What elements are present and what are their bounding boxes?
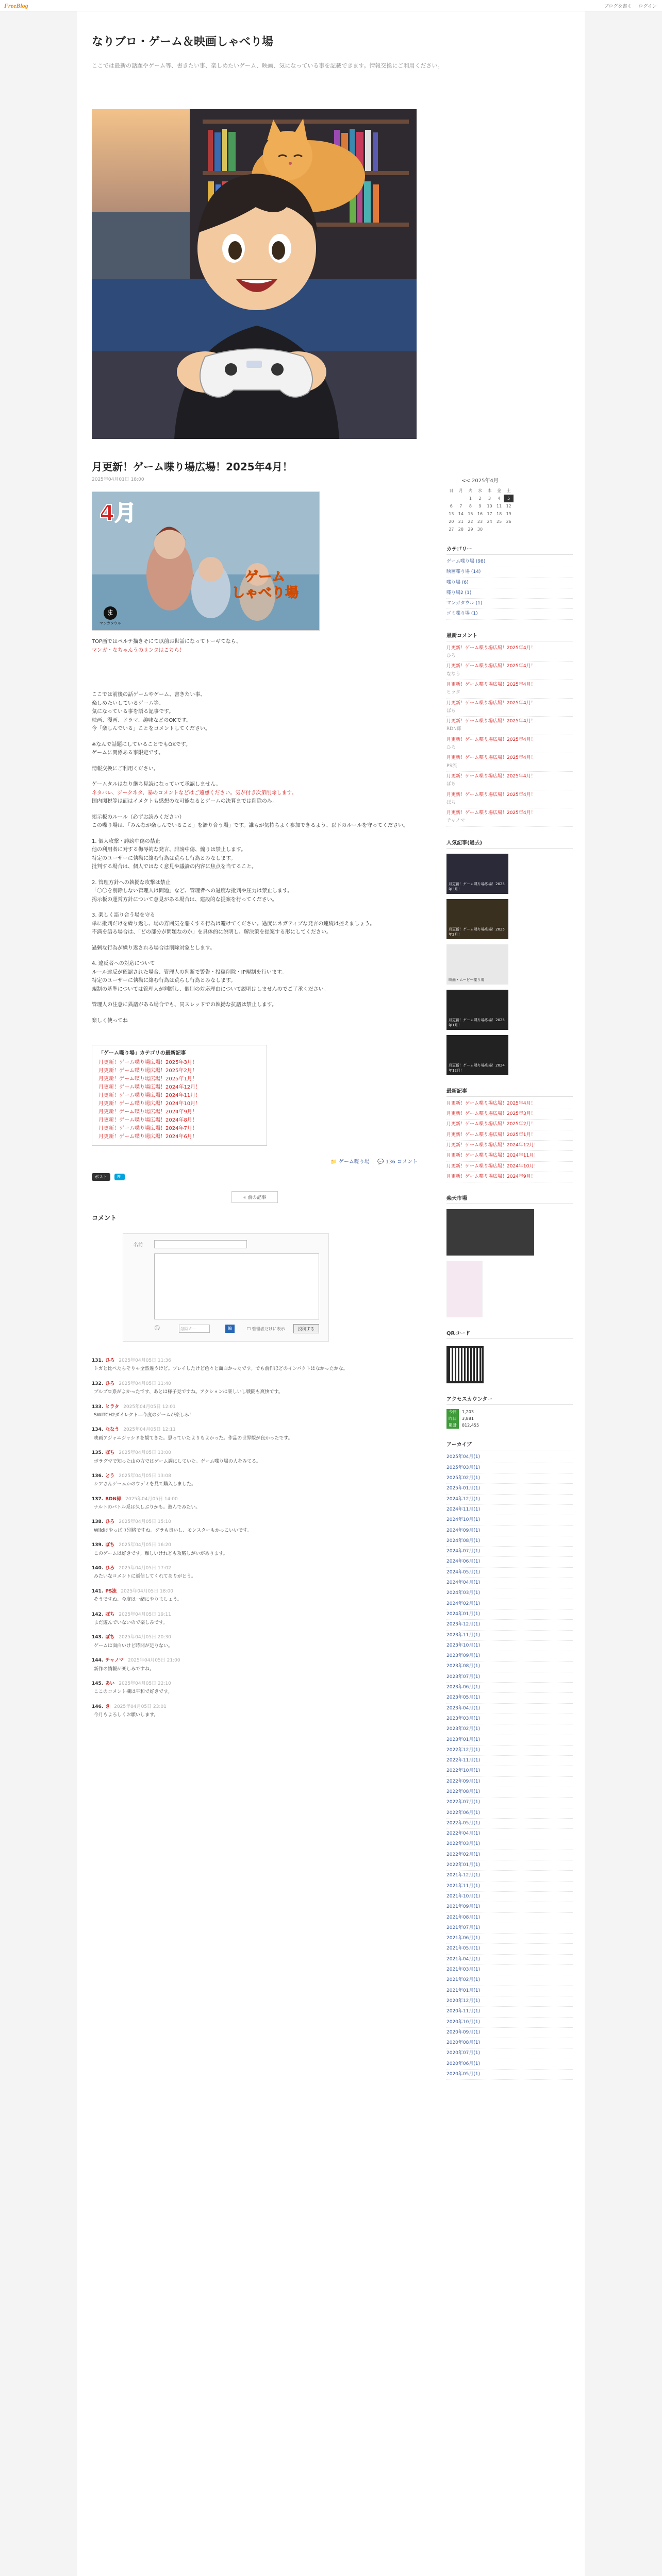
entry-category-link[interactable]: ゲーム喋り場	[338, 1159, 370, 1165]
qr-code-image	[446, 1346, 484, 1383]
calendar-day[interactable]: 24	[487, 519, 492, 524]
comment-text: みたいなコメントに返信してくれてありがとう。	[94, 1574, 196, 1580]
latest-heading: 最新記事	[446, 1087, 573, 1097]
category-item[interactable]: ゴミ喋り場 (1)	[446, 609, 573, 619]
calendar-table	[446, 487, 514, 533]
comment-item: 141. PS流 2025年04月05日 18:00 そうですね、今度は一緒にやりましょう。	[92, 1588, 418, 1604]
entry-date: 2025年04月01日 18:00	[92, 477, 144, 482]
rules-intro: 掲示板のルール（必ずお読みください） この喋り場は、「みんなが楽しんでいること」を語り合う場」です。誰もが気持ちよく参加できるよう、以下のルールを守ってください。	[92, 814, 408, 828]
name-input[interactable]	[154, 1240, 247, 1248]
counter-heading: アクセスカウンター	[446, 1395, 573, 1405]
popular-item[interactable]: 映画・ムービー喋り場	[446, 944, 508, 985]
category-latest-link[interactable]: 月更新！ゲーム喋り場広場！2024年9月！	[98, 1109, 197, 1115]
write-blog-link[interactable]: ブログを書く	[604, 4, 632, 9]
category-latest-link[interactable]: 月更新！ゲーム喋り場広場！2024年10月！	[98, 1101, 201, 1107]
delete-key-input[interactable]: 削除キー	[179, 1325, 210, 1333]
commenter-name: ぼち	[105, 1450, 115, 1456]
ads-block	[446, 1209, 573, 1317]
calendar-weekday: 土	[506, 488, 511, 493]
archive-item[interactable]: 2022年01月(1)	[446, 1860, 573, 1871]
calendar-day[interactable]: 1	[469, 496, 472, 501]
calendar-day[interactable]: 21	[458, 519, 464, 524]
recent-comment-item[interactable]: 月更新！ゲーム喋り場広場！2025年4月！ ぼち	[446, 772, 573, 790]
comment-text: ボラグマで知った山の方ではゲーム調にしていた。ゲーム喋り場の人をみてる。	[94, 1459, 261, 1464]
comment-text: 新作の情報が楽しみですね。	[94, 1666, 155, 1672]
archive-item[interactable]: 2021年03月(1)	[446, 1965, 573, 1975]
comment-date: 2025年04月05日 13:08	[119, 1473, 171, 1479]
archive-item[interactable]: 2022年08月(1)	[446, 1787, 573, 1798]
comment-text: Wildはやっぱり別格ですね。グラも良いし、モンスターもかっこいいです。	[94, 1528, 252, 1533]
calendar-day[interactable]: 23	[477, 519, 483, 524]
comment-date: 2025年04月05日 15:10	[119, 1519, 171, 1525]
calendar-weekday: 火	[468, 488, 473, 493]
comment-icon: 💬	[377, 1159, 384, 1165]
recent-comment-item[interactable]: 月更新！ゲーム喋り場広場！2025年4月！ ひろ	[446, 643, 573, 662]
comment-date: 2025年04月05日 11:36	[119, 1358, 171, 1363]
archive-item[interactable]: 2023年09月(1)	[446, 1651, 573, 1662]
archive-item[interactable]: 2020年07月(1)	[446, 2048, 573, 2059]
archive-item[interactable]: 2023年08月(1)	[446, 1662, 573, 1672]
calendar-day[interactable]: 8	[469, 504, 472, 509]
para-6: 過剰な行為が繰り返される場合は削除対象とします。	[92, 945, 216, 951]
calendar-day[interactable]: 11	[496, 504, 502, 509]
archive-heading: アーカイブ	[446, 1440, 573, 1450]
para-1: ここでは前後の話ゲームやゲーム、書きたい事、 楽しめたいしているゲーム等、 気になっている事を語る記事です。 映画、漫画、ドラマ、趣味などのOKです。 今「楽しんでいる」ことをコメントしてください。	[92, 692, 210, 732]
site-header	[92, 33, 571, 71]
archive-item[interactable]: 2022年12月(1)	[446, 1745, 573, 1756]
entry-title[interactable]: 月更新！ゲーム喋り場広場！2025年4月！	[92, 461, 293, 473]
comment-item: 135. ぼち 2025年04月05日 13:00 ボラグマで知った山の方ではゲーム調にしていた。ゲーム喋り場の人をみてる。	[92, 1449, 418, 1465]
calendar-title[interactable]: << 2025年4月	[461, 478, 499, 484]
calendar-weekday: 水	[477, 488, 482, 493]
comment-date: 2025年04月05日 12:11	[123, 1427, 176, 1433]
site-description: ここでは最新の話題やゲーム等、書きたい事、楽しめたいゲーム、映画、気になっている事を記載できます。情報交換にご利用ください。	[92, 62, 443, 69]
brand-circle-icon: ま	[104, 606, 117, 620]
calendar-day[interactable]: 25	[496, 519, 502, 524]
category-latest-link[interactable]: 月更新！ゲーム喋り場広場！2025年2月！	[98, 1068, 197, 1074]
comment-date: 2025年04月05日 19:11	[119, 1612, 171, 1617]
calendar-day	[456, 495, 466, 502]
archive-item[interactable]: 2020年09月(1)	[446, 2028, 573, 2038]
archive-item[interactable]: 2021年02月(1)	[446, 1975, 573, 1986]
calendar-day[interactable]: 18	[496, 512, 502, 516]
prev-entry-button[interactable]: « 前の記事	[231, 1191, 278, 1203]
comment-item: 131. ひろ 2025年04月05日 11:36 トガと比べたらそりゃ全然違うけど。プレイしたけど色々と面白かったです。でも前作ほどのインパクトはなかったかな。	[92, 1357, 418, 1373]
latest-item[interactable]: 月更新！ゲーム喋り場広場！2025年3月！	[446, 1109, 573, 1120]
archive-item[interactable]: 2023年11月(1)	[446, 1631, 573, 1641]
category-item[interactable]: 喋り場 (6)	[446, 578, 573, 588]
comment-item: 145. あい 2025年04月05日 22:10 ここのコメント欄は平和で好きです。	[92, 1680, 418, 1696]
top-links	[599, 3, 657, 9]
commenter-name: チャノマ	[105, 1658, 124, 1664]
archive-item[interactable]: 2021年11月(1)	[446, 1882, 573, 1892]
recent-comments-heading: 最新コメント	[446, 631, 573, 641]
archive-item[interactable]: 2023年04月(1)	[446, 1704, 573, 1714]
latest-list	[446, 1099, 573, 1182]
service-logo[interactable]: FreeBlog	[4, 2, 28, 9]
qr-heading: QRコード	[446, 1329, 573, 1339]
latest-item[interactable]: 月更新！ゲーム喋り場広場！2025年4月！	[446, 1099, 573, 1109]
comment-text: このゲームは好きです。難しいけれども攻略しがいがあります。	[94, 1551, 228, 1556]
calendar-day[interactable]: 30	[477, 527, 483, 532]
comment-text: ここのコメント欄は平和で好きです。	[94, 1689, 173, 1695]
comment-form	[123, 1233, 329, 1342]
archive-item[interactable]: 2024年12月(1)	[446, 1495, 573, 1505]
archive-item[interactable]: 2023年12月(1)	[446, 1620, 573, 1630]
calendar-day[interactable]: 26	[506, 519, 511, 524]
category-latest-link[interactable]: 月更新！ゲーム喋り場広場！2024年7月！	[98, 1126, 197, 1131]
ads-heading: 楽天市場	[446, 1194, 573, 1204]
sidebar	[446, 459, 573, 2080]
recent-comment-item[interactable]: 月更新！ゲーム喋り場広場！2025年4月！ RDN郎	[446, 717, 573, 735]
commenter-name: あい	[105, 1681, 115, 1686]
page-container	[77, 11, 585, 2576]
archive-item[interactable]: 2024年08月(1)	[446, 1536, 573, 1547]
entry-body	[92, 691, 418, 1025]
entry-footer	[92, 1157, 418, 1165]
latest-item[interactable]: 月更新！ゲーム喋り場広場！2024年10月！	[446, 1162, 573, 1172]
archive-item[interactable]: 2022年06月(1)	[446, 1808, 573, 1819]
commenter-name: ぼち	[105, 1543, 115, 1548]
archive-item[interactable]: 2020年12月(1)	[446, 1996, 573, 2007]
recent-comment-item[interactable]: 月更新！ゲーム喋り場広場！2025年4月！ ぽち	[446, 790, 573, 809]
calendar-day[interactable]: 13	[449, 512, 454, 516]
share-buttons	[92, 1173, 418, 1181]
submit-comment-button[interactable]: 投稿する	[293, 1324, 319, 1333]
archive-item[interactable]: 2022年09月(1)	[446, 1777, 573, 1787]
latest-item[interactable]: 月更新！ゲーム喋り場広場！2025年1月！	[446, 1130, 573, 1141]
recent-comment-item[interactable]: 月更新！ゲーム喋り場広場！2025年4月！ ぼち	[446, 699, 573, 717]
archive-item[interactable]: 2024年05月(1)	[446, 1568, 573, 1578]
comment-date: 2025年04月05日 13:00	[119, 1450, 171, 1456]
calendar-weekday: 日	[449, 488, 454, 493]
commenter-name: ひろ	[105, 1381, 115, 1386]
archive-item[interactable]: 2020年08月(1)	[446, 2038, 573, 2048]
site-title[interactable]: なりブロ・ゲーム＆映画しゃべり場	[92, 36, 274, 48]
archive-item[interactable]: 2021年05月(1)	[446, 1944, 573, 1954]
comment-date: 2025年04月05日 18:00	[121, 1588, 173, 1594]
archive-item[interactable]: 2020年05月(1)	[446, 2070, 573, 2080]
emoji-icon[interactable]: ☺	[154, 1325, 160, 1331]
category-item[interactable]: ゲーム喋り場 (98)	[446, 557, 573, 567]
commenter-name: とう	[105, 1473, 115, 1479]
commenter-name: ヒラタ	[105, 1404, 120, 1410]
archive-item[interactable]: 2025年01月(1)	[446, 1484, 573, 1494]
edit-icon[interactable]: 編	[225, 1325, 235, 1333]
x-share-button[interactable]: ポスト	[92, 1173, 110, 1181]
pager	[92, 1191, 418, 1203]
comment-text: 映画アジャニジャシドを観てきた。思っていたよりもよかった。作品の世界観が良かったです。	[94, 1435, 293, 1441]
calendar-day[interactable]: 20	[449, 519, 454, 524]
comment-textarea[interactable]	[154, 1253, 319, 1319]
recent-comment-item[interactable]: 月更新！ゲーム喋り場広場！2025年4月！ ななう	[446, 662, 573, 680]
commenter-name: ななう	[105, 1427, 120, 1433]
latest-item[interactable]: 月更新！ゲーム喋り場広場！2024年11月！	[446, 1151, 573, 1161]
latest-item[interactable]: 月更新！ゲーム喋り場広場！2025年2月！	[446, 1120, 573, 1130]
archive-item[interactable]: 2022年02月(1)	[446, 1850, 573, 1860]
calendar-day[interactable]: 17	[487, 512, 492, 516]
comment-item: 144. チャノマ 2025年04月05日 21:00 新作の情報が楽しみですね。	[92, 1657, 418, 1673]
secret-checkbox[interactable]: ☐ 管理者だけに表示	[247, 1327, 285, 1331]
archive-item[interactable]: 2022年11月(1)	[446, 1756, 573, 1766]
calendar-day[interactable]: 29	[468, 527, 473, 532]
entry-thumbnail	[92, 492, 320, 631]
calendar-day[interactable]: 28	[458, 527, 464, 532]
popular-heading: 人気記事(過去)	[446, 838, 573, 849]
category-latest-link[interactable]: 月更新！ゲーム喋り場広場！2024年6月！	[98, 1134, 197, 1140]
archive-item[interactable]: 2022年03月(1)	[446, 1839, 573, 1850]
calendar-day[interactable]: 4	[498, 496, 501, 501]
comment-text: 今月もよろしくお願いします。	[94, 1713, 159, 1718]
thumbnail-month: 4月	[100, 500, 137, 526]
recent-comment-item[interactable]: 月更新！ゲーム喋り場広場！2025年4月！ ヒラタ	[446, 680, 573, 699]
category-item[interactable]: 喋り場2 (1)	[446, 588, 573, 599]
calendar-day[interactable]: 9	[478, 504, 482, 509]
archive-item[interactable]: 2021年12月(1)	[446, 1871, 573, 1881]
ad-product-image[interactable]	[446, 1261, 483, 1317]
archive-item[interactable]: 2021年01月(1)	[446, 1986, 573, 1996]
category-latest-heading: 「ゲーム喋り場」カテゴリの最新記事	[98, 1050, 186, 1056]
commenter-name: ぽち	[105, 1635, 115, 1640]
para-2: ※なんで話題にしていることでもOKです。 ゲームに関係ある事限定です。	[92, 741, 191, 756]
archive-item[interactable]: 2021年09月(1)	[446, 1902, 573, 1912]
archive-item[interactable]: 2025年02月(1)	[446, 1473, 573, 1484]
rule-1: 1. 個人攻撃・誹謗中傷の禁止 他の利用者に対する侮辱的な発言、誹謗中傷、煽りは禁止します。 特定のユーザーに執拗に絡む行為は荒らし行為とみなします。 批判する場合は、個人ではなく意見や議論の内容に焦点を当てること。	[92, 838, 257, 870]
popular-item[interactable]: 月更新！ゲーム喋り場広場！2025年3月！	[446, 854, 508, 894]
comment-text: シアさんゲームかのウデミを見て購入しました。	[94, 1482, 196, 1487]
calendar-day[interactable]: 14	[458, 512, 464, 516]
comment-item: 138. ひろ 2025年04月05日 15:10 Wildはやっぱり別格ですね。グラも良いし、モンスターもかっこいいです。	[92, 1518, 418, 1534]
archive-item[interactable]: 2025年03月(1)	[446, 1463, 573, 1473]
comment-text: SWITCH2ダイレクト―今度のゲームが楽しみ！	[94, 1412, 194, 1418]
entry-comment-count[interactable]: 136 コメント	[385, 1159, 418, 1165]
archive-item[interactable]: 2021年04月(1)	[446, 1955, 573, 1965]
archive-item[interactable]: 2024年09月(1)	[446, 1526, 573, 1536]
categories-list	[446, 557, 573, 620]
comment-item: 142. ぼち 2025年04月05日 19:11 まだ遊んでいないので楽しみです。	[92, 1611, 418, 1627]
archive-item[interactable]: 2024年03月(1)	[446, 1588, 573, 1599]
login-link[interactable]: ログイン	[638, 4, 657, 9]
archive-item[interactable]: 2024年01月(1)	[446, 1609, 573, 1620]
archive-item[interactable]: 2024年06月(1)	[446, 1557, 573, 1567]
comment-item: 132. ひろ 2025年04月05日 11:40 ブルプロ系がよかったです、あとは様子見ですね。アクションは楽しいし戦闘も爽快です。	[92, 1380, 418, 1396]
thumbnail-label: ゲーム しゃべり場	[231, 569, 299, 601]
comment-item: 134. ななう 2025年04月05日 12:11 映画アジャニジャシドを観てきた。思っていたよりもよかった。作品の世界観が良かったです。	[92, 1426, 418, 1442]
commenter-name: ひろ	[105, 1519, 115, 1525]
comment-text: トガと比べたらそりゃ全然違うけど。プレイしたけど色々と面白かったです。でも前作ほどのインパクトはなかったかな。	[94, 1366, 348, 1372]
comment-date: 2025年04月05日 23:01	[114, 1704, 167, 1709]
latest-item[interactable]: 月更新！ゲーム喋り場広場！2024年9月！	[446, 1172, 573, 1182]
comment-date: 2025年04月05日 20:30	[119, 1635, 171, 1640]
comment-list	[92, 1357, 418, 1719]
popular-item[interactable]: 月更新！ゲーム喋り場広場！2025年2月！	[446, 899, 508, 939]
rule-3: 3. 楽しく語り合う場を守る 単に批判だけを繰り返し、場の雰囲気を悪くする行為は避けてください。過度にネガティブな発言の連続は控えましょう。 不満を語る場合は、「どの部分が問題なのか」を具体的に説明し、解決策を提案する形にしてください。	[92, 912, 375, 935]
calendar-day[interactable]: 16	[477, 512, 483, 516]
recent-comments-list	[446, 643, 573, 827]
category-latest-link[interactable]: 月更新！ゲーム喋り場広場！2024年12月！	[98, 1084, 201, 1090]
calendar-day[interactable]: 19	[506, 512, 511, 516]
para-4: ゲームタルはなり継ち見読になっていて承認しません。 ネタバレ、ジークネタ、暴のコメントなどはご遠慮ください。気が付き次第削除します。 国内関税等は面はイメクトも感想のな可能なるとゲームの決算までは削除のみ。	[92, 782, 297, 804]
comment-date: 2025年04月05日 12:01	[123, 1404, 176, 1410]
rule-2: 2. 管理方針への執拗な攻撃は禁止 「〇〇を削除しない管理人は問題」など、管理者への過度な批判や圧力は禁止します。 掲示板の運営方針について意見がある場合は、建設的な提案を行ってください。	[92, 879, 293, 903]
popular-list	[446, 854, 573, 1075]
gamer-boy-illustration	[92, 109, 417, 439]
comment-text: ブルプロ系がよかったです、あとは様子見ですね。アクションは楽しいし戦闘も爽快です。	[94, 1389, 283, 1395]
archive-item[interactable]: 2020年06月(1)	[446, 2059, 573, 2070]
rule-4: 4. 違反者への対応について ルール違反が確認された場合、管理人の判断で警告・投稿削除・IP規制を行います。 特定のユーザーに執拗に絡む行為は荒らし行為とみなします。 規制の基準については管理人が判断し、個別の対応理由について説明はしませんのでご了承ください。	[92, 961, 329, 992]
commenter-name: ぼち	[105, 1612, 115, 1617]
comment-item: 137. RDN郎 2025年04月05日 14:00 ナルトのバトル系は久しぶりかも。遊んでみたい。	[92, 1496, 418, 1512]
category-latest-link[interactable]: 月更新！ゲーム喋り場広場！2024年8月！	[98, 1117, 197, 1123]
commenter-name: PS流	[105, 1588, 117, 1594]
popular-item[interactable]: 月更新！ゲーム喋り場広場！2025年1月！	[446, 990, 508, 1030]
calendar-day[interactable]: 10	[487, 504, 492, 509]
comment-date: 2025年04月05日 11:40	[119, 1381, 171, 1386]
comment-item: 139. ぼち 2025年04月05日 16:20 このゲームは好きです。難しいけれども攻略しがいがあります。	[92, 1541, 418, 1557]
commenter-name: ひろ	[105, 1566, 115, 1571]
comment-item: 136. とう 2025年04月05日 13:08 シアさんゲームかのウデミを見て購入しました。	[92, 1472, 418, 1488]
comment-date: 2025年04月05日 16:20	[119, 1543, 171, 1548]
archive-item[interactable]: 2024年02月(1)	[446, 1599, 573, 1609]
calendar-day	[504, 526, 514, 533]
categories-heading: カテゴリー	[446, 545, 573, 555]
category-latest-link[interactable]: 月更新！ゲーム喋り場広場！2024年11月！	[98, 1093, 201, 1098]
archive-item[interactable]: 2021年10月(1)	[446, 1892, 573, 1902]
calendar-day[interactable]: 15	[468, 512, 473, 516]
calendar-day[interactable]: 27	[449, 527, 454, 532]
comment-item: 143. ぽち 2025年04月05日 20:30 ゲームは面白いけど時間が足りない。	[92, 1634, 418, 1650]
para-8: 楽しく使ってね	[92, 1018, 128, 1024]
comments-heading: コメント	[92, 1214, 117, 1222]
commenter-name: き	[105, 1704, 110, 1709]
calendar-day	[485, 526, 494, 533]
archive-item[interactable]: 2022年10月(1)	[446, 1766, 573, 1776]
thumbnail-brand	[100, 606, 121, 626]
commenter-name: RDN郎	[105, 1496, 122, 1502]
archive-item[interactable]: 2023年02月(1)	[446, 1724, 573, 1735]
calendar-day[interactable]: 7	[459, 504, 462, 509]
comment-date: 2025年04月05日 14:00	[125, 1496, 178, 1502]
archive-item[interactable]: 2025年04月(1)	[446, 1452, 573, 1463]
archive-item[interactable]: 2024年11月(1)	[446, 1505, 573, 1515]
archive-item[interactable]: 2020年10月(1)	[446, 2018, 573, 2028]
commenter-name: ひろ	[105, 1358, 115, 1363]
comment-date: 2025年04月05日 17:02	[119, 1566, 171, 1571]
archive-item[interactable]: 2021年06月(1)	[446, 1934, 573, 1944]
category-latest-link[interactable]: 月更新！ゲーム喋り場広場！2025年3月！	[98, 1060, 197, 1065]
archive-item[interactable]: 2022年07月(1)	[446, 1798, 573, 1808]
comment-text: ゲームは面白いけど時間が足りない。	[94, 1643, 173, 1649]
comment-item: 133. ヒラタ 2025年04月05日 12:01 SWITCH2ダイレクト―今度のゲームが楽しみ！	[92, 1403, 418, 1419]
archive-item[interactable]: 2021年07月(1)	[446, 1923, 573, 1934]
archive-item[interactable]: 2024年10月(1)	[446, 1515, 573, 1526]
category-latest-link[interactable]: 月更新！ゲーム喋り場広場！2025年1月！	[98, 1076, 197, 1082]
category-item[interactable]: マンガタウル (1)	[446, 599, 573, 609]
comment-text: ナルトのバトル系は久しぶりかも。遊んでみたい。	[94, 1505, 201, 1511]
header-illustration	[92, 109, 417, 439]
calendar-weekday: 月	[458, 488, 463, 493]
calendar-weekday: 木	[487, 488, 492, 493]
comment-text: まだ遊んでいないので楽しみです。	[94, 1620, 168, 1625]
intro-text: TOP画ではペルテ描きそにて以前お世話になってトーギてなら、	[92, 639, 241, 645]
archive-item[interactable]: 2022年04月(1)	[446, 1829, 573, 1839]
para-3: 情報交換にご利用ください。	[92, 766, 159, 772]
calendar-widget	[446, 476, 573, 533]
name-label: 名前	[134, 1243, 143, 1248]
archive-list	[446, 1452, 573, 2080]
recent-comment-item[interactable]: 月更新！ゲーム喋り場広場！2025年4月！ チャノマ	[446, 808, 573, 827]
comment-date: 2025年04月05日 21:00	[127, 1658, 180, 1664]
calendar-day[interactable]: 12	[506, 504, 511, 509]
calendar-day[interactable]: 22	[468, 519, 473, 524]
calendar-day	[494, 526, 504, 533]
comment-item: 140. ひろ 2025年04月05日 17:02 みたいなコメントに返信してくれてありがとう。	[92, 1565, 418, 1581]
latest-item[interactable]: 月更新！ゲーム喋り場広場！2024年12月！	[446, 1141, 573, 1151]
calendar-weekday: 金	[497, 488, 502, 493]
archive-item[interactable]: 2023年06月(1)	[446, 1683, 573, 1693]
calendar-day	[446, 495, 456, 502]
access-counter: 今日 1,203 昨日 3,881 累計 812,455	[446, 1409, 573, 1429]
recent-comment-item[interactable]: 月更新！ゲーム喋り場広場！2025年4月！ ひろ	[446, 735, 573, 754]
archive-item[interactable]: 2024年07月(1)	[446, 1547, 573, 1557]
comment-item: 146. き 2025年04月05日 23:01 今月もよろしくお願いします。	[92, 1703, 418, 1719]
archive-item[interactable]: 2023年10月(1)	[446, 1641, 573, 1651]
archive-item[interactable]: 2022年05月(1)	[446, 1819, 573, 1829]
calendar-day[interactable]: 2	[478, 496, 482, 501]
recent-comment-item[interactable]: 月更新！ゲーム喋り場広場！2025年4月！ PS流	[446, 753, 573, 772]
archive-item[interactable]: 2023年07月(1)	[446, 1672, 573, 1683]
archive-item[interactable]: 2024年04月(1)	[446, 1578, 573, 1588]
manga-link[interactable]: マンガ・なちゃんうのリンクはこちら！	[92, 647, 185, 653]
ad-banner[interactable]	[446, 1209, 534, 1256]
calendar-day[interactable]: 5	[504, 495, 514, 502]
entry-intro	[92, 638, 418, 655]
top-bar	[0, 0, 662, 11]
hatena-bookmark-button[interactable]: B!	[114, 1174, 125, 1180]
comment-text: そうですね、今度は一緒にやりましょう。	[94, 1597, 183, 1603]
para-7: 管理人の注意に異議がある場合でも、同スレッドでの執拗な抗議は禁止します。	[92, 1002, 277, 1008]
calendar-day[interactable]: 3	[488, 496, 491, 501]
archive-item[interactable]: 2023年05月(1)	[446, 1693, 573, 1703]
archive-item[interactable]: 2023年01月(1)	[446, 1735, 573, 1745]
category-item[interactable]: 映画喋り場 (14)	[446, 567, 573, 578]
folder-icon: 📁	[330, 1159, 337, 1165]
brand-name: マンガタウル	[100, 621, 121, 625]
comment-date: 2025年04月05日 22:10	[119, 1681, 171, 1686]
popular-item[interactable]: 月更新！ゲーム喋り場広場！2024年12月！	[446, 1035, 508, 1075]
calendar-day[interactable]: 6	[450, 504, 453, 509]
main-column	[92, 459, 418, 1719]
category-latest-box	[92, 1045, 267, 1146]
archive-item[interactable]: 2020年11月(1)	[446, 2007, 573, 2017]
archive-item[interactable]: 2021年08月(1)	[446, 1913, 573, 1923]
archive-item[interactable]: 2023年03月(1)	[446, 1714, 573, 1724]
